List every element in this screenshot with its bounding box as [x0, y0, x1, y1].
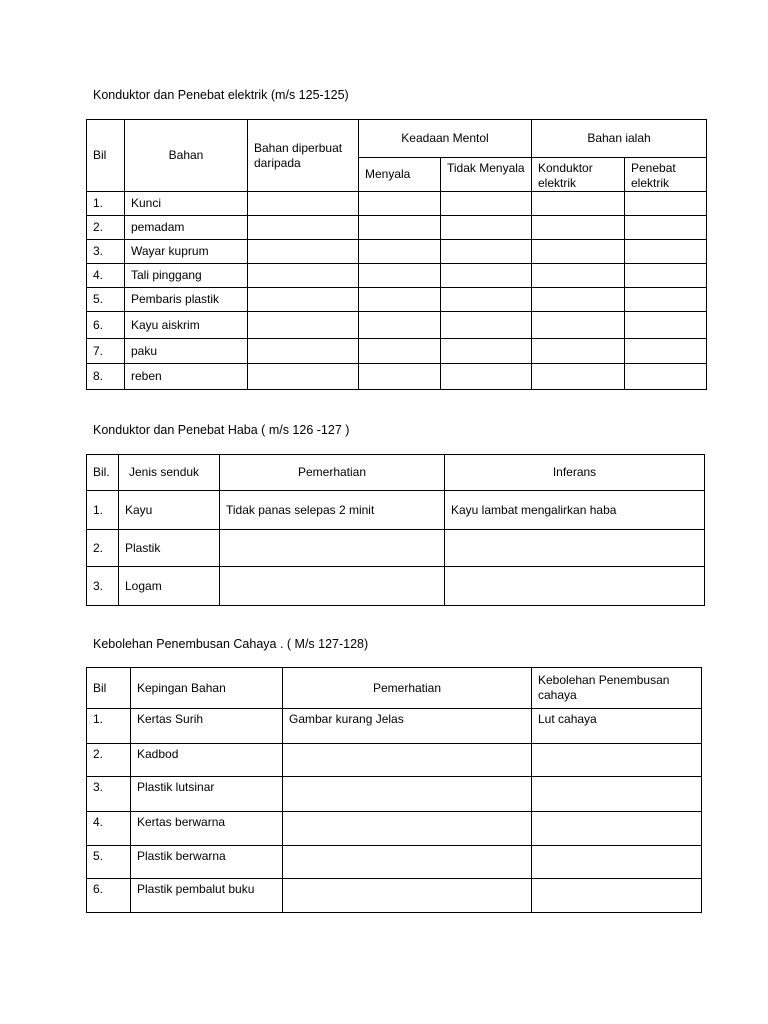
cell-konduktor [532, 216, 625, 240]
table-row [87, 288, 707, 312]
row-bil: 2. [87, 216, 125, 240]
cell-diperbuat [248, 192, 359, 216]
cell-tidak-menyala [441, 364, 532, 390]
row-bil: 4. [87, 812, 131, 846]
cell-menyala [359, 288, 441, 312]
row-bil: 4. [87, 264, 125, 288]
table-konduktor-haba [86, 454, 705, 606]
header-pemerhatian: Pemerhatian [220, 455, 445, 491]
row-bil: 2. [87, 530, 119, 567]
row-kebolehan: Lut cahaya [532, 709, 702, 744]
section1-heading: Konduktor dan Penebat elektrik (m/s 125-125) [93, 88, 349, 102]
cell-tidak-menyala [441, 240, 532, 264]
cell-penebat [625, 288, 707, 312]
row-bahan: Wayar kuprum [125, 240, 248, 264]
row-pemerhatian: Tidak panas selepas 2 minit [220, 491, 445, 530]
row-pemerhatian [283, 812, 532, 846]
table-penembusan-cahaya [86, 667, 702, 913]
row-bil: 3. [87, 567, 119, 606]
cell-tidak-menyala [441, 312, 532, 339]
cell-tidak-menyala [441, 288, 532, 312]
header-inferans: Inferans [445, 455, 705, 491]
row-bahan: pemadam [125, 216, 248, 240]
cell-diperbuat [248, 240, 359, 264]
row-bahan: Tali pinggang [125, 264, 248, 288]
table-konduktor-elektrik [86, 119, 707, 390]
header-bahan-ialah: Bahan ialah [532, 120, 707, 158]
row-pemerhatian [283, 744, 532, 777]
cell-konduktor [532, 240, 625, 264]
cell-menyala [359, 364, 441, 390]
cell-konduktor [532, 312, 625, 339]
row-kebolehan [532, 846, 702, 879]
cell-diperbuat [248, 216, 359, 240]
cell-menyala [359, 339, 441, 364]
cell-menyala [359, 312, 441, 339]
row-jenis-senduk: Kayu [119, 491, 220, 530]
cell-menyala [359, 216, 441, 240]
table-row [87, 491, 705, 530]
cell-penebat [625, 364, 707, 390]
table-row [87, 879, 702, 913]
row-bil: 5. [87, 288, 125, 312]
cell-diperbuat [248, 364, 359, 390]
row-jenis-senduk: Plastik [119, 530, 220, 567]
cell-penebat [625, 339, 707, 364]
header-bahan: Bahan [125, 120, 248, 192]
table-row [87, 264, 707, 288]
header-bil: Bil [87, 668, 131, 709]
row-bahan: reben [125, 364, 248, 390]
row-bil: 8. [87, 364, 125, 390]
table-row [87, 846, 702, 879]
header-pemerhatian: Pemerhatian [283, 668, 532, 709]
row-bil: 6. [87, 879, 131, 913]
header-bil: Bil. [87, 455, 119, 491]
cell-penebat [625, 240, 707, 264]
cell-diperbuat [248, 288, 359, 312]
header-bahan-diperbuat: Bahan diperbuat daripada [248, 120, 359, 192]
header-tidak-menyala: Tidak Menyala [441, 158, 532, 192]
row-inferans: Kayu lambat mengalirkan haba [445, 491, 705, 530]
cell-konduktor [532, 288, 625, 312]
row-bil: 3. [87, 240, 125, 264]
header-jenis-senduk: Jenis senduk [119, 455, 220, 491]
row-inferans [445, 530, 705, 567]
header-kepingan-bahan: Kepingan Bahan [131, 668, 283, 709]
table-row [87, 312, 707, 339]
row-bil: 1. [87, 192, 125, 216]
table-row [87, 339, 707, 364]
row-kebolehan [532, 777, 702, 812]
cell-tidak-menyala [441, 192, 532, 216]
row-kebolehan [532, 812, 702, 846]
row-bahan: Kayu aiskrim [125, 312, 248, 339]
cell-penebat [625, 192, 707, 216]
cell-tidak-menyala [441, 264, 532, 288]
row-pemerhatian [220, 530, 445, 567]
row-kepingan: Plastik berwarna [131, 846, 283, 879]
table-row [87, 364, 707, 390]
cell-tidak-menyala [441, 216, 532, 240]
row-bil: 6. [87, 312, 125, 339]
header-menyala: Menyala [359, 158, 441, 192]
header-kebolehan: Kebolehan Penembusan cahaya [532, 668, 702, 709]
row-kebolehan [532, 879, 702, 913]
row-pemerhatian [283, 846, 532, 879]
section2-heading: Konduktor dan Penebat Haba ( m/s 126 -127 ) [93, 423, 350, 437]
cell-penebat [625, 264, 707, 288]
row-bil: 3. [87, 777, 131, 812]
row-pemerhatian [220, 567, 445, 606]
row-kepingan: Kertas berwarna [131, 812, 283, 846]
table-row [87, 812, 702, 846]
cell-diperbuat [248, 312, 359, 339]
cell-menyala [359, 192, 441, 216]
cell-penebat [625, 216, 707, 240]
row-bahan: Kunci [125, 192, 248, 216]
row-bahan: paku [125, 339, 248, 364]
cell-konduktor [532, 339, 625, 364]
cell-menyala [359, 240, 441, 264]
row-bahan: Pembaris plastik [125, 288, 248, 312]
cell-diperbuat [248, 264, 359, 288]
table-row [87, 777, 702, 812]
table-row [87, 567, 705, 606]
cell-konduktor [532, 364, 625, 390]
cell-konduktor [532, 192, 625, 216]
row-kebolehan [532, 744, 702, 777]
row-kepingan: Plastik pembalut buku [131, 879, 283, 913]
table-row [87, 530, 705, 567]
row-bil: 5. [87, 846, 131, 879]
row-jenis-senduk: Logam [119, 567, 220, 606]
header-penebat-elektrik: Penebat elektrik [625, 158, 707, 192]
row-kepingan: Kadbod [131, 744, 283, 777]
row-pemerhatian [283, 879, 532, 913]
row-bil: 1. [87, 491, 119, 530]
cell-tidak-menyala [441, 339, 532, 364]
row-kepingan: Kertas Surih [131, 709, 283, 744]
cell-konduktor [532, 264, 625, 288]
row-bil: 7. [87, 339, 125, 364]
table-row [87, 216, 707, 240]
row-bil: 1. [87, 709, 131, 744]
row-pemerhatian [283, 777, 532, 812]
header-keadaan-mentol: Keadaan Mentol [359, 120, 532, 158]
row-inferans [445, 567, 705, 606]
row-bil: 2. [87, 744, 131, 777]
table-row [87, 744, 702, 777]
row-kepingan: Plastik lutsinar [131, 777, 283, 812]
header-konduktor-elektrik: Konduktor elektrik [532, 158, 625, 192]
section3-heading: Kebolehan Penembusan Cahaya . ( M/s 127-128) [93, 637, 369, 651]
table-row [87, 240, 707, 264]
cell-penebat [625, 312, 707, 339]
cell-diperbuat [248, 339, 359, 364]
row-pemerhatian: Gambar kurang Jelas [283, 709, 532, 744]
table-row [87, 192, 707, 216]
header-bil: Bil [87, 120, 125, 192]
table-row [87, 709, 702, 744]
cell-menyala [359, 264, 441, 288]
